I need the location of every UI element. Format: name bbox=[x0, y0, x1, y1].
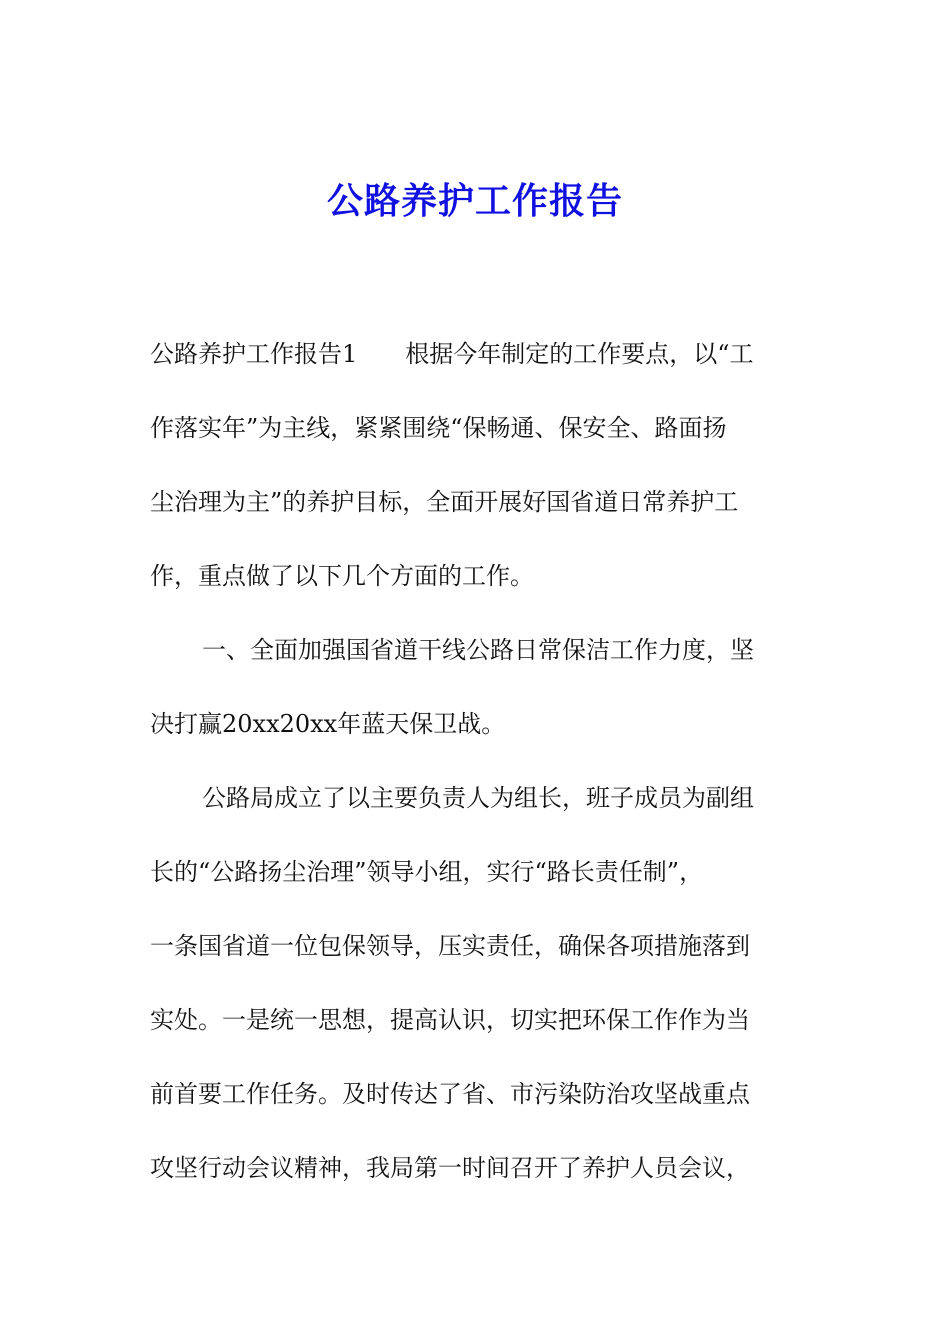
body-line-10: 实处。一是统一思想，提高认识，切实把环保工作作为当 bbox=[150, 1006, 750, 1034]
body-line-4: 作，重点做了以下几个方面的工作。 bbox=[150, 562, 534, 590]
body-line-11: 前首要工作任务。及时传达了省、市污染防治攻坚战重点 bbox=[150, 1080, 750, 1108]
body-line-9: 一条国省道一位包保领导，压实责任，确保各项措施落到 bbox=[150, 932, 750, 960]
body-line-12: 攻坚行动会议精神，我局第一时间召开了养护人员会议， bbox=[150, 1154, 750, 1182]
body-line-7: 公路局成立了以主要负责人为组长，班子成员为副组 bbox=[202, 784, 754, 812]
body-line-8: 长的“公路扬尘治理”领导小组，实行“路长责任制”， bbox=[150, 858, 704, 886]
body-line-1: 公路养护工作报告1 根据今年制定的工作要点，以“工 bbox=[150, 340, 754, 368]
body-line-2: 作落实年”为主线，紧紧围绕“保畅通、保安全、路面扬 bbox=[150, 414, 727, 442]
document-title: 公路养护工作报告 bbox=[326, 181, 623, 222]
body-line-5: 一、全面加强国省道干线公路日常保洁工作力度，坚 bbox=[202, 636, 754, 664]
body-line-6: 决打赢20xx20xx年蓝天保卫战。 bbox=[150, 710, 506, 738]
body-line-3: 尘治理为主”的养护目标，全面开展好国省道日常养护工 bbox=[150, 488, 739, 516]
